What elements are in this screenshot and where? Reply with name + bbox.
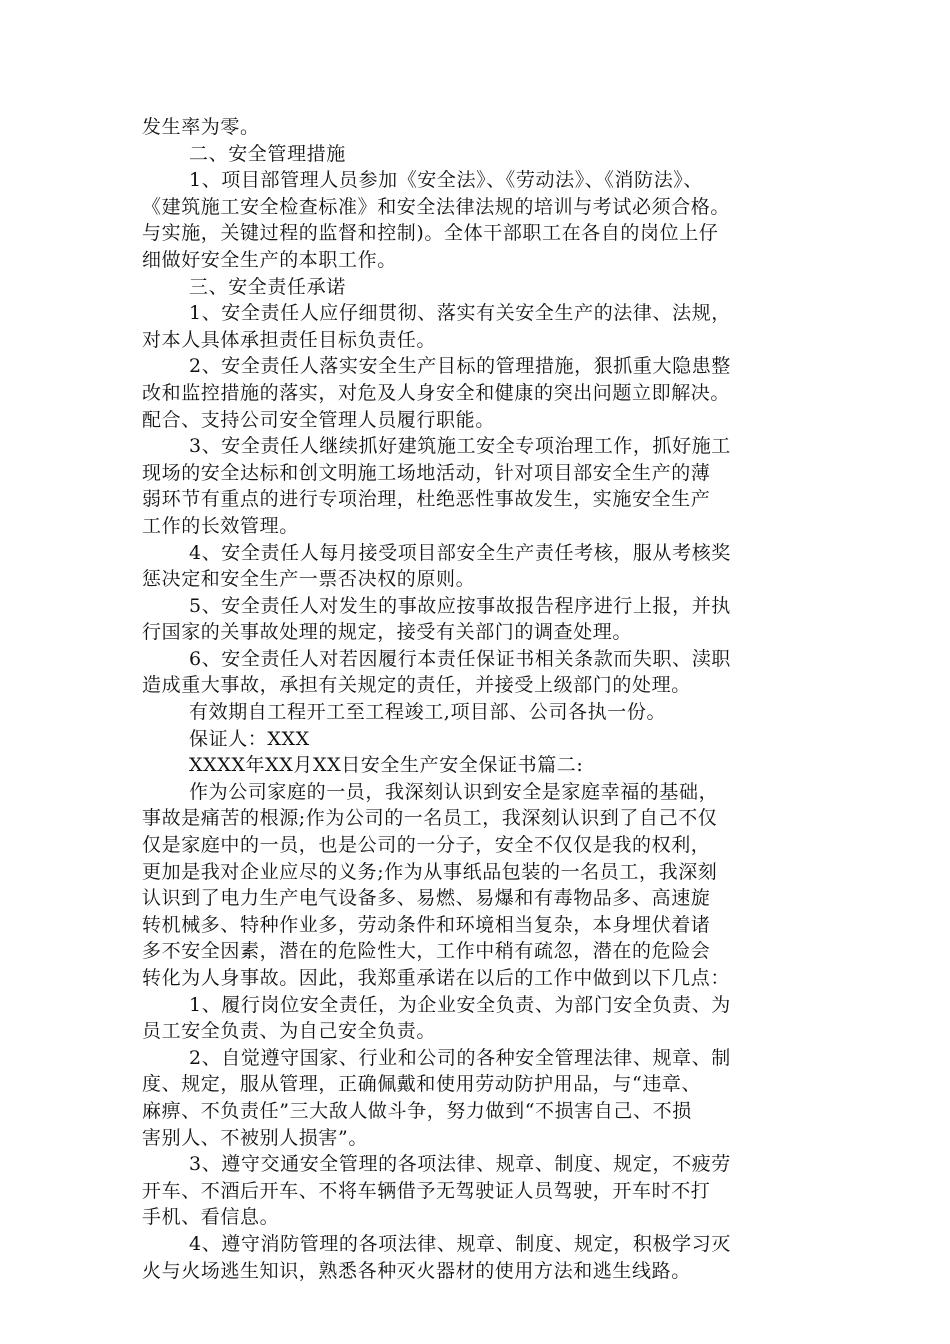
text-line: 5、安全责任人对发生的事故应按事故报告程序进行上报，并执	[189, 594, 731, 617]
text-line: 二、安全管理措施	[189, 142, 346, 165]
text-line: 3、安全责任人继续抓好建筑施工安全专项治理工作，抓好施工	[189, 435, 731, 458]
text-line: 6、安全责任人对若因履行本责任保证书相关条款而失职、渎职	[189, 647, 731, 670]
text-line: 火与火场逃生知识，熟悉各种灭火器材的使用方法和逃生线路。	[142, 1259, 691, 1282]
document-body	[142, 114, 810, 1284]
text-line: 4、遵守消防管理的各项法律、规章、制度、规定，积极学习灭	[189, 1232, 731, 1255]
text-line: 作为公司家庭的一员，我深刻认识到安全是家庭幸福的基础，	[189, 780, 719, 803]
text-line: 转机械多、特种作业多，劳动条件和环境相当复杂，本身埋伏着诸	[142, 913, 711, 936]
text-line: 3、遵守交通安全管理的各项法律、规章、制度、规定，不疲劳	[189, 1153, 731, 1176]
text-line: 仅是家庭中的一员，也是公司的一分子，安全不仅仅是我的权利，	[142, 834, 711, 857]
text-line: 害别人、不被别人损害”。	[142, 1126, 368, 1149]
text-line: 弱环节有重点的进行专项治理，杜绝恶性事故发生，实施安全生产	[142, 488, 711, 511]
text-line: 事故是痛苦的根源;作为公司的一名员工，我深刻认识到了自己不仅	[142, 807, 718, 830]
text-line: 保证人：XXX	[189, 727, 310, 750]
text-line: 造成重大事故，承担有关规定的责任，并接受上级部门的处理。	[142, 674, 691, 697]
text-line: 度、规定，服从管理，正确佩戴和使用劳动防护用品，与“违章、	[142, 1073, 702, 1096]
text-line: 对本人具体承担责任目标负责任。	[142, 328, 437, 351]
text-line: 开车、不酒后开车、不将车辆借予无驾驶证人员驾驶，开车时不打	[142, 1179, 711, 1202]
text-line: 三、安全责任承诺	[189, 275, 346, 298]
text-line: 手机、看信息。	[142, 1206, 280, 1229]
text-line: 更加是我对企业应尽的义务;作为从事纸品包装的一名员工，我深刻	[142, 860, 718, 883]
text-line: 惩决定和安全生产一票否决权的原则。	[142, 568, 476, 591]
text-line: 2、安全责任人落实安全生产目标的管理措施，狠抓重大隐患整	[189, 355, 731, 378]
text-line: 《建筑施工安全检查标准》和安全法律法规的培训与考试必须合格。	[142, 195, 731, 218]
text-line: 认识到了电力生产电气设备多、易燃、易爆和有毒物品多、高速旋	[142, 887, 711, 910]
text-line: 行国家的关事故处理的规定，接受有关部门的调查处理。	[142, 621, 633, 644]
text-line: 转化为人身事故。因此，我郑重承诺在以后的工作中做到以下几点：	[142, 967, 731, 989]
text-line: 2、自觉遵守国家、行业和公司的各种安全管理法律、规章、制	[189, 1046, 731, 1069]
text-line: 有效期自工程开工至工程竣工,项目部、公司各执一份。	[189, 701, 667, 724]
text-line: XXXX年XX月XX日安全生产安全保证书篇二:	[189, 754, 584, 777]
text-line: 改和监控措施的落实，对危及人身安全和健康的突出问题立即解决。	[142, 381, 731, 404]
text-line: 现场的安全达标和创文明施工场地活动，针对项目部安全生产的薄	[142, 461, 711, 484]
text-line: 发生率为零。	[142, 116, 260, 138]
text-line: 1、安全责任人应仔细贯彻、落实有关安全生产的法律、法规，	[189, 302, 731, 325]
text-line: 配合、支持公司安全管理人员履行职能。	[142, 408, 495, 431]
text-line: 1、履行岗位安全责任，为企业安全负责、为部门安全负责、为	[189, 993, 731, 1016]
text-line: 工作的长效管理。	[142, 514, 299, 537]
text-line: 与实施，关键过程的监督和控制)。全体干部职工在各自的岗位上仔	[142, 222, 719, 245]
text-line: 多不安全因素，潜在的危险性大，工作中稍有疏忽，潜在的危险会	[142, 940, 711, 963]
text-line: 1、项目部管理人员参加《安全法》、《劳动法》、《消防法》、	[189, 169, 703, 192]
text-line: 员工安全负责、为自己安全负责。	[142, 1020, 437, 1043]
text-line: 4、安全责任人每月接受项目部安全生产责任考核，服从考核奖	[189, 541, 731, 564]
text-line: 细做好安全生产的本职工作。	[142, 248, 397, 271]
text-line: 麻痹、不负责任”三大敌人做斗争，努力做到“不损害自己、不损	[142, 1099, 692, 1122]
